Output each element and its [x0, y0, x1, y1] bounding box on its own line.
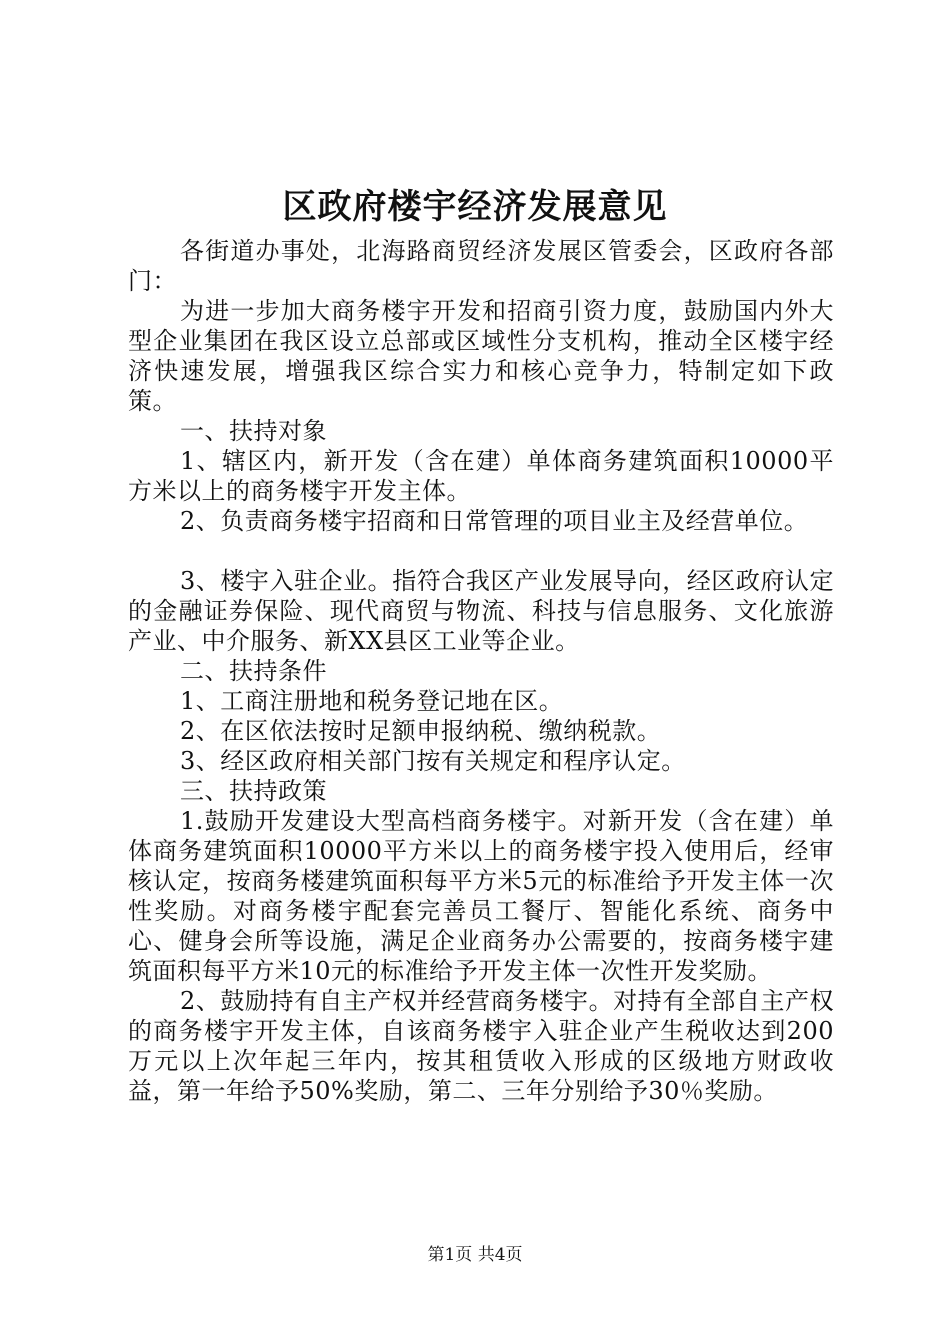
section-heading-1: 一、扶持对象: [180, 417, 327, 445]
paragraph-item: 2、在区依法按时足额申报纳税、缴纳税款。: [180, 717, 662, 745]
paragraph-item: 3、经区政府相关部门按有关规定和程序认定。: [180, 747, 686, 775]
paragraph-item: 2、负责商务楼宇招商和日常管理的项目业主及经营单位。: [180, 507, 809, 535]
paragraph-preamble: 为进一步加大商务楼宇开发和招商引资力度，鼓励国内外大型企业集团在我区设立总部或区域性分支机构，推动全区楼宇经济快速发展，增强我区综合实力和核心竞争力，特制定如下政策。: [128, 297, 834, 415]
document-body: [128, 236, 834, 1106]
paragraph-item: 1、辖区内，新开发（含在建）单体商务建筑面积10000平方米以上的商务楼宇开发主体。: [128, 447, 834, 505]
paragraph-item: 1.鼓励开发建设大型高档商务楼宇。对新开发（含在建）单体商务建筑面积10000平方米以上的商务楼宇投入使用后，经审核认定，按商务楼建筑面积每平方米5元的标准给予开发主体一次性奖励。对商务楼宇配套完善员工餐厅、智能化系统、商务中心、健身会所等设施，满足企业商务办公需要的，按商务楼宇建筑面积每平方米10元的标准给予开发主体一次性开发奖励。: [128, 807, 834, 985]
section-heading-2: 二、扶持条件: [180, 657, 327, 685]
paragraph-item: 2、鼓励持有自主产权并经营商务楼宇。对持有全部自主产权的商务楼宇开发主体，自该商务楼宇入驻企业产生税收达到200万元以上次年起三年内，按其租赁收入形成的区级地方财政收益，第一年给予50%奖励，第二、三年分别给予30％奖励。: [128, 987, 834, 1105]
paragraph-item: 1、工商注册地和税务登记地在区。: [180, 687, 564, 715]
paragraph-addressee: 各街道办事处，北海路商贸经济发展区管委会，区政府各部门：: [128, 237, 834, 295]
page-footer: 第1页 共4页: [427, 1245, 523, 1265]
paragraph-item: 3、楼宇入驻企业。指符合我区产业发展导向，经区政府认定的金融证券保险、现代商贸与物流、科技与信息服务、文化旅游产业、中介服务、新XX县区工业等企业。: [128, 567, 834, 655]
document-title: 区政府楼宇经济发展意见: [282, 187, 668, 227]
section-heading-3: 三、扶持政策: [180, 777, 327, 805]
